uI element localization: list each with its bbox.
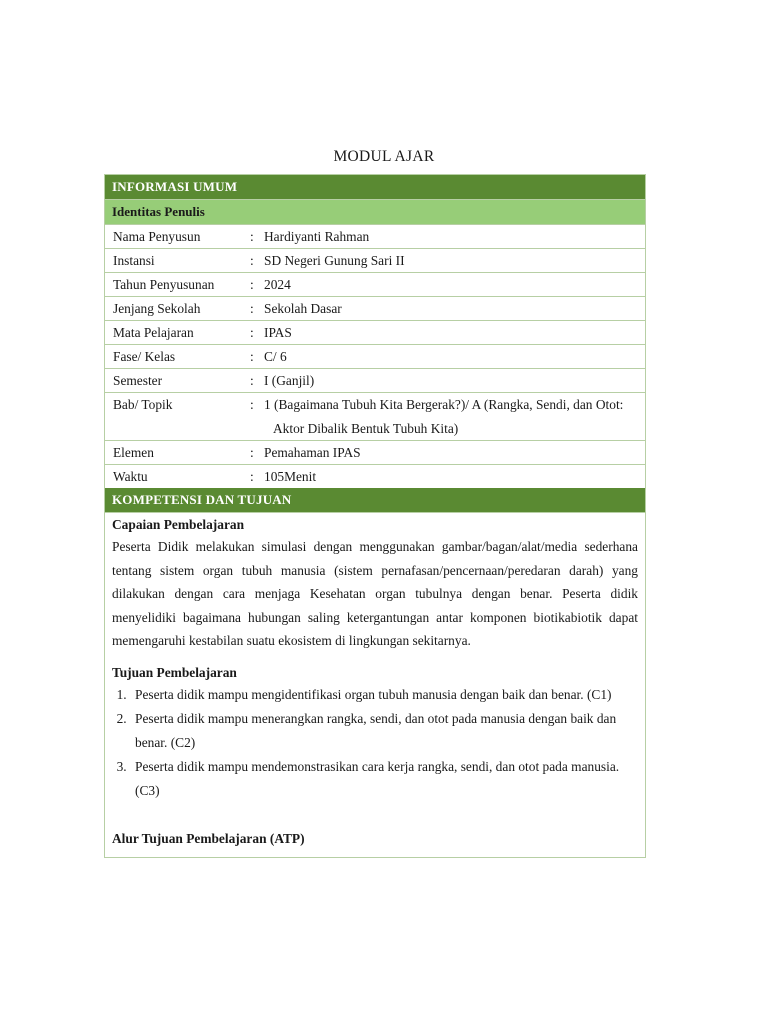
- info-value: Pemahaman IPAS: [264, 445, 361, 460]
- info-colon: :: [250, 325, 254, 340]
- info-row-waktu: [105, 464, 645, 488]
- info-value: C/ 6: [264, 349, 287, 364]
- info-colon: :: [250, 397, 254, 412]
- info-colon: :: [250, 229, 254, 244]
- info-value: [264, 393, 645, 440]
- info-label: Tahun Penyusunan: [113, 277, 215, 292]
- info-colon: :: [250, 301, 254, 316]
- info-colon: :: [250, 349, 254, 364]
- capaian-title: Capaian Pembelajaran: [112, 517, 245, 532]
- info-colon: :: [250, 277, 254, 292]
- info-row-jenjang-sekolah: [105, 296, 645, 320]
- info-colon: :: [250, 253, 254, 268]
- module-table: [104, 174, 646, 858]
- info-value-line: Aktor Dibalik Bentuk Tubuh Kita): [273, 420, 459, 436]
- info-colon: :: [250, 469, 254, 484]
- document-title: MODUL AJAR: [333, 148, 435, 165]
- info-value: Sekolah Dasar: [264, 301, 342, 316]
- info-label: Instansi: [113, 253, 155, 268]
- info-row-semester: [105, 368, 645, 392]
- info-label: Mata Pelajaran: [113, 325, 194, 340]
- info-label: Elemen: [113, 445, 154, 460]
- info-row-tahun-penyusunan: [105, 272, 645, 296]
- capaian-text: Peserta Didik melakukan simulasi dengan menggunakan gambar/bagan/alat/media sederhana tentang sistem organ tubuh manusia (sistem pernafasan/pencernaan/peredaran darah) yang dilakukan dengan cara menjaga Kesehatan organ tubulnya dengan benar. Peserta didik menyelidiki bagaimana hubungan saling ketergantungan antar komponen biotikabiotik dapat memengaruhi kestabilan suatu ekosistem di lingkungan sekitarnya.: [112, 539, 638, 649]
- info-value: SD Negeri Gunung Sari II: [264, 253, 405, 268]
- info-value-line: 1 (Bagaimana Tubuh Kita Bergerak?)/ A (Rangka, Sendi, dan Otot:: [264, 397, 624, 412]
- info-label: Semester: [113, 373, 163, 388]
- info-value: 105Menit: [264, 469, 317, 484]
- info-value: 2024: [264, 277, 291, 292]
- info-value: Hardiyanti Rahman: [264, 229, 370, 244]
- identitas-penulis-header: Identitas Penulis: [105, 199, 645, 224]
- tujuan-title: Tujuan Pembelajaran: [112, 664, 237, 680]
- info-row-nama-penyusun: [105, 224, 645, 248]
- info-label: Jenjang Sekolah: [113, 301, 201, 316]
- tujuan-list: [112, 683, 638, 803]
- kompetensi-section: [105, 512, 645, 857]
- info-label: Fase/ Kelas: [113, 349, 176, 364]
- tujuan-item: 1. Peserta didik mampu mengidentifikasi organ tubuh manusia dengan baik dan benar. (C1): [130, 683, 638, 707]
- info-label: Waktu: [113, 469, 148, 484]
- info-row-mata-pelajaran: [105, 320, 645, 344]
- info-row-fase-kelas: [105, 344, 645, 368]
- kompetensi-header: KOMPETENSI DAN TUJUAN: [105, 488, 645, 512]
- info-colon: :: [250, 373, 254, 388]
- info-label: Nama Penyusun: [113, 229, 201, 244]
- info-value: I (Ganjil): [264, 373, 315, 388]
- info-label: Bab/ Topik: [113, 397, 173, 412]
- info-row-elemen: [105, 440, 645, 464]
- info-colon: :: [250, 445, 254, 460]
- tujuan-item: 2. Peserta didik mampu menerangkan rangka, sendi, dan otot pada manusia dengan baik dan benar. (C2): [130, 707, 638, 755]
- atp-title: Alur Tujuan Pembelajaran (ATP): [112, 830, 305, 846]
- info-row-instansi: [105, 248, 645, 272]
- info-value: IPAS: [264, 325, 292, 340]
- info-row-bab-topik: [105, 392, 645, 440]
- informasi-umum-header: INFORMASI UMUM: [105, 175, 645, 199]
- tujuan-item: 3. Peserta didik mampu mendemonstrasikan cara kerja rangka, sendi, dan otot pada manusia. (C3): [130, 755, 638, 803]
